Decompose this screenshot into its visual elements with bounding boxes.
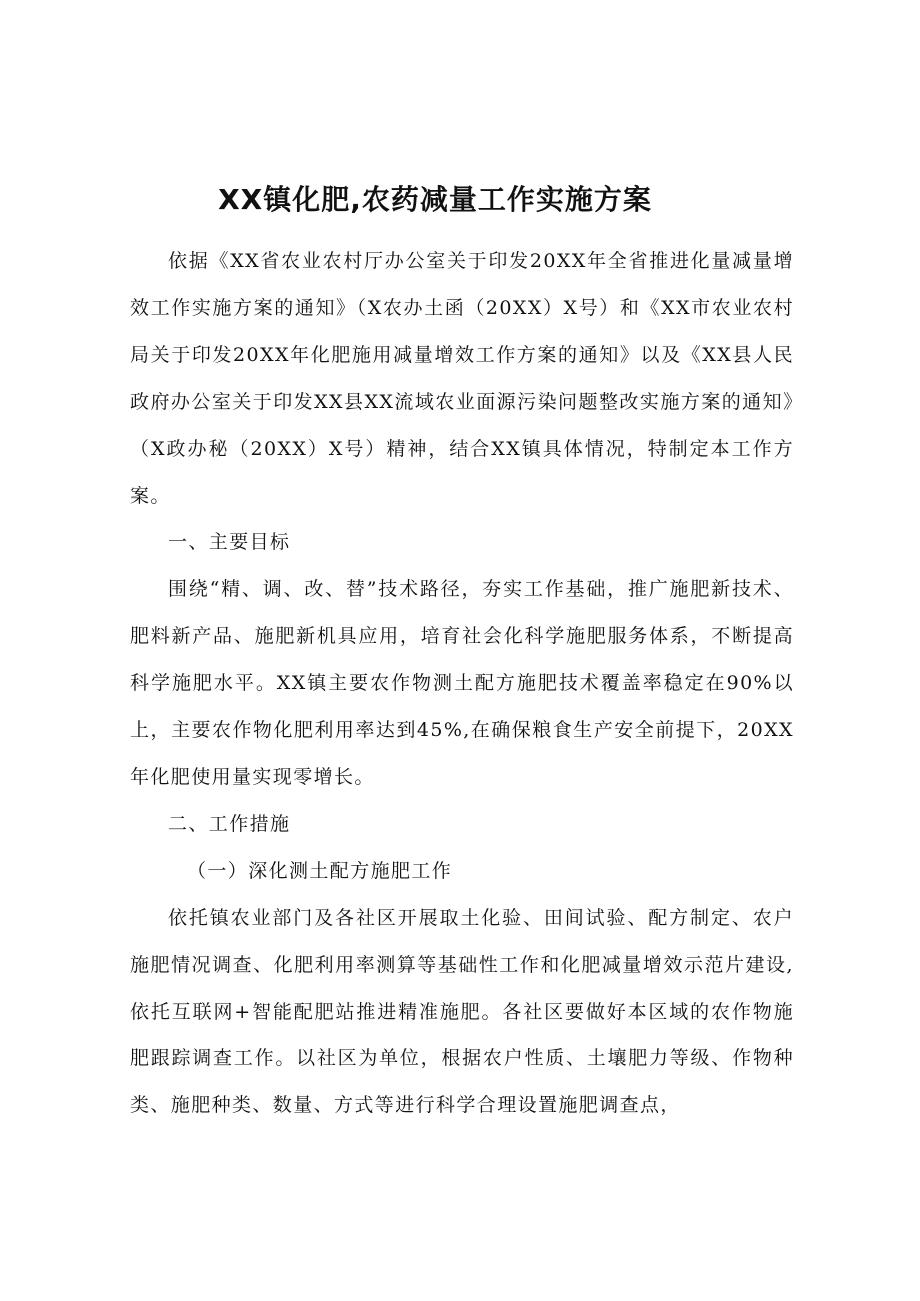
- document-body: [130, 238, 794, 1129]
- paragraph-basis: 依据《XX省农业农村厅办公室关于印发20XX年全省推进化量减量增效工作实施方案的通知》（X农办土函（20XX）X号）和《XX市农业农村局关于印发20XX年化肥施用减量增效工作方案的通知》以及《XX县人民政府办公室关于印发XX县XX流域农业面源污染问题整改实施方案的通知》（X政办秘（20XX）X号）精神，结合XX镇具体情况，特制定本工作方案。: [130, 250, 794, 507]
- paragraph-goals: 围绕“精、调、改、替”技术路径，夯实工作基础，推广施肥新技术、肥料新产品、施肥新机具应用，培育社会化科学施肥服务体系，不断提高科学施肥水平。XX镇主要农作物测土配方施肥技术覆盖率稳定在90%以上，主要农作物化肥利用率达到45%,在确保粮食生产安全前提下，20XX年化肥使用量实现零增长。: [130, 578, 794, 788]
- subheading-soil-testing: （一）深化测土配方施肥工作: [187, 859, 453, 882]
- heading-work-measures: 二、工作措施: [168, 812, 291, 835]
- heading-main-goals: 一、主要目标: [168, 531, 291, 554]
- paragraph-soil-testing: 依托镇农业部门及各社区开展取土化验、田间试验、配方制定、农户施肥情况调查、化肥利用率测算等基础性工作和化肥减量增效示范片建设,依托互联网+智能配肥站推进精准施肥。各社区要做好本区域的农作物施肥跟踪调查工作。以社区为单位，根据农户性质、土壤肥力等级、作物种类、施肥种类、数量、方式等进行科学合理设置施肥调查点，: [130, 906, 794, 1117]
- document-title: XX镇化肥,农药减量工作实施方案: [218, 183, 652, 216]
